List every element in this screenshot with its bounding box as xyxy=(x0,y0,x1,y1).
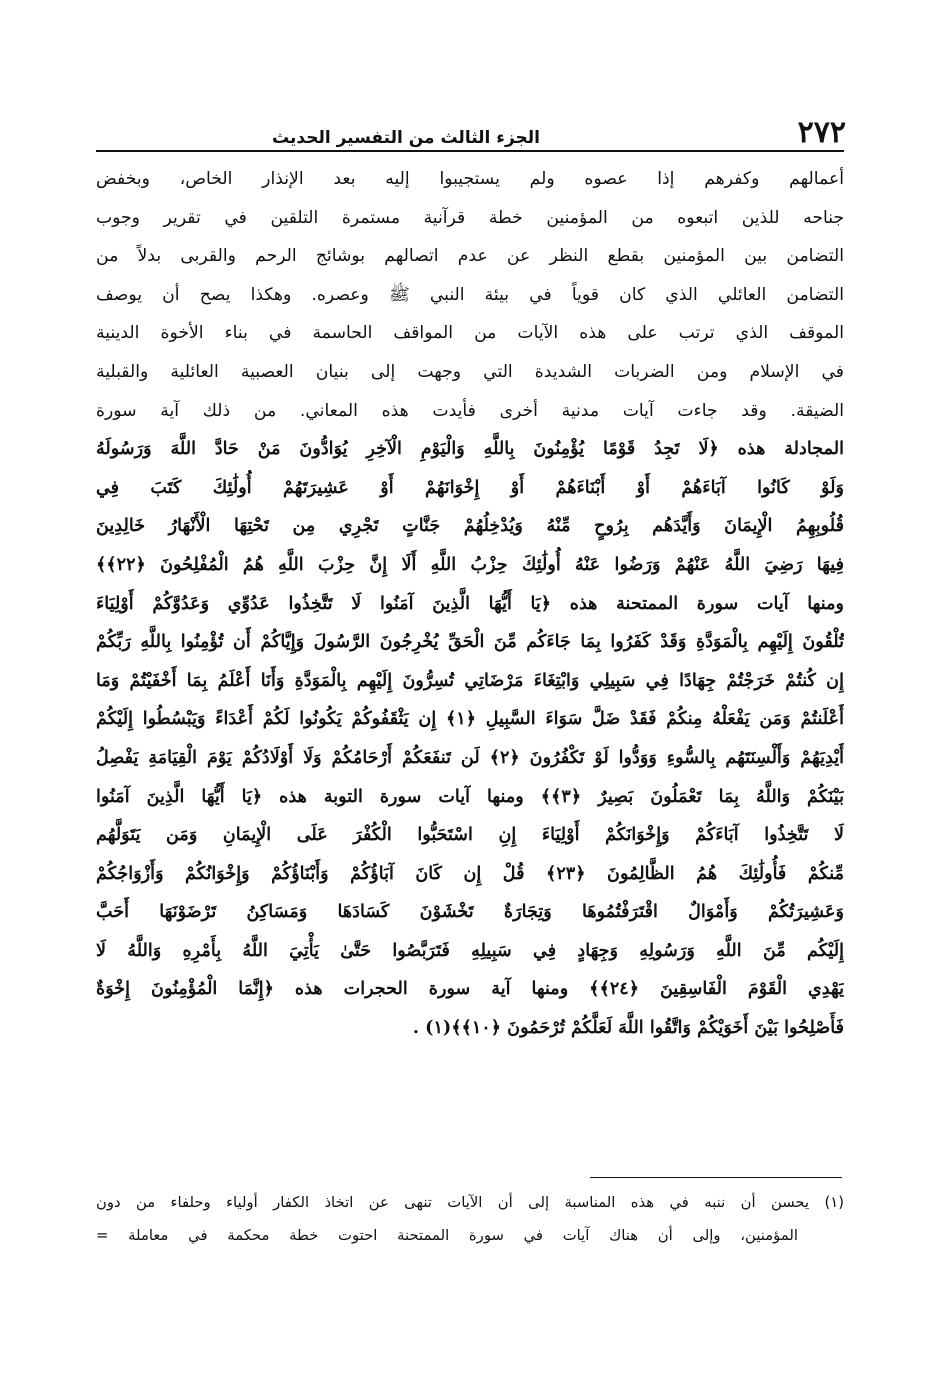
verse-line: أَعْلَنتُمْ وَمَن يَفْعَلْهُ مِنكُمْ فَقَدْ ضَلَّ سَوَاءَ السَّبِيلِ ﴿١﴾ إِن يَثْقَفُوكُمْ يَكُونُوا لَكُمْ أَعْدَاءً وَيَبْسُطُوا إِلَيْكُمْ xyxy=(96,708,844,730)
verse-line: ومنها آيات سورة الممتحنة هذه ﴿يَا أَيُّهَا الَّذِينَ آمَنُوا لَا تَتَّخِذُوا عَدُوِّي وَعَدُوَّكُمْ أَوْلِيَاءَ xyxy=(96,592,844,614)
verse-line: المجادلة هذه ﴿لَا تَجِدُ قَوْمًا يُؤْمِنُونَ بِاللَّهِ وَالْيَوْمِ الْآخِرِ يُوَادُّونَ مَنْ حَادَّ اللَّهَ وَرَسُولَهُ xyxy=(96,438,844,460)
verse-line: قُلُوبِهِمُ الْإِيمَانَ وَأَيَّدَهُم بِرُوحٍ مِّنْهُ وَيُدْخِلُهُمْ جَنَّاتٍ تَجْرِي مِن تَحْتِهَا الْأَنْهَارُ خَالِدِينَ xyxy=(96,515,844,537)
body-text xyxy=(96,160,844,1165)
page-header xyxy=(96,112,846,150)
text-line: الضيقة. وقد جاءت آيات مدنية أخرى فأيدت هذه المعاني. من ذلك آية سورة xyxy=(96,400,844,421)
verse-line: وَلَوْ كَانُوا آبَاءَهُمْ أَوْ أَبْنَاءَهُمْ أَوْ إِخْوَانَهُمْ أَوْ عَشِيرَتَهُمْ أُولَٰئِكَ كَتَبَ فِي xyxy=(96,476,844,498)
footnote-divider xyxy=(590,1177,842,1178)
verse-line: فِيهَا رَضِيَ اللَّهُ عَنْهُمْ وَرَضُوا عَنْهُ أُولَٰئِكَ حِزْبُ اللَّهِ أَلَا إِنَّ حِزْبَ اللَّهِ هُمُ الْمُفْلِحُونَ ﴿٢٢﴾﴾ xyxy=(96,553,844,575)
verse-line: يَهْدِي الْقَوْمَ الْفَاسِقِينَ ﴿٢٤﴾﴾ ومنها آية سورة الحجرات هذه ﴿إِنَّمَا الْمُؤْمِنُونَ إِخْوَةٌ xyxy=(96,978,844,1000)
verse-line: مِّنكُمْ فَأُولَٰئِكَ هُمُ الظَّالِمُونَ ﴿٢٣﴾ قُلْ إِن كَانَ آبَاؤُكُمْ وَأَبْنَاؤُكُمْ وَإِخْوَانُكُمْ وَأَزْوَاجُكُمْ xyxy=(96,862,844,884)
text-line: أعمالهم وكفرهم إذا عصوه ولم يستجيبوا إليه بعد الإنذار الخاص، وبخفض xyxy=(96,169,844,189)
text-line: في الإسلام ومن الضربات الشديدة التي وجهت إلى بنيان العصبية العائلية والقبلية xyxy=(96,361,844,382)
text-line: الموقف الذي ترتب على هذه الآيات من المواقف الحاسمة في بناء الأخوة الدينية xyxy=(96,323,844,344)
running-title: الجزء الثالث من التفسير الحديث xyxy=(272,128,540,148)
text-line: التضامن العائلي الذي كان قوياً في بيئة النبي ﷺ وعصره. وهكذا يصح أن يوصف xyxy=(96,284,844,305)
text-line: جناحه للذين اتبعوه من المؤمنين خطة قرآنية مستمرة التلقين في تقرير وجوب xyxy=(96,207,844,228)
verse-line: أَيْدِيَهُمْ وَأَلْسِنَتَهُم بِالسُّوءِ وَوَدُّوا لَوْ تَكْفُرُونَ ﴿٢﴾ لَن تَنفَعَكُمْ أَرْحَامُكُمْ وَلَا أَوْلَادُكُمْ يَوْمَ الْقِيَامَةِ يَفْصِلُ xyxy=(96,746,844,768)
footnote-line: (١) يحسن أن ننبه في هذه المناسبة إلى أن الآيات تنهى عن اتخاذ الكفار أولياء وحلفاء من دون xyxy=(96,1194,844,1211)
footnote-line: المؤمنين، وإلى أن هناك آيات في سورة الممتحنة احتوت خطة محكمة في معاملة = xyxy=(96,1227,798,1244)
page-number: ٢٧٢ xyxy=(797,115,846,150)
verse-line: وَعَشِيرَتُكُمْ وَأَمْوَالٌ اقْتَرَفْتُمُوهَا وَتِجَارَةٌ تَخْشَوْنَ كَسَادَهَا وَمَسَاكِنُ تَرْضَوْنَهَا أَحَبَّ xyxy=(96,901,844,923)
verse-line: إِن كُنتُمْ خَرَجْتُمْ جِهَادًا فِي سَبِيلِي وَابْتِغَاءَ مَرْضَاتِي تُسِرُّونَ إِلَيْهِم بِالْمَوَدَّةِ وَأَنَا أَعْلَمُ بِمَا أَخْفَيْتُمْ وَمَا xyxy=(96,669,844,691)
verse-line: إِلَيْكُم مِّنَ اللَّهِ وَرَسُولِهِ وَجِهَادٍ فِي سَبِيلِهِ فَتَرَبَّصُوا حَتَّىٰ يَأْتِيَ اللَّهُ بِأَمْرِهِ وَاللَّهُ لَا xyxy=(96,939,844,961)
text-line: التضامن بين المؤمنين بقطع النظر عن عدم اتصالهم بوشائج الرحم والقربى بدلاً من xyxy=(96,246,844,267)
verse-line: تُلْقُونَ إِلَيْهِم بِالْمَوَدَّةِ وَقَدْ كَفَرُوا بِمَا جَاءَكُم مِّنَ الْحَقِّ يُخْرِجُونَ الرَّسُولَ وَإِيَّاكُمْ أَن تُؤْمِنُوا بِاللَّهِ رَبِّكُمْ xyxy=(96,631,844,653)
footnotes xyxy=(96,1186,844,1252)
verse-line: بَيْنَكُمْ وَاللَّهُ بِمَا تَعْمَلُونَ بَصِيرٌ ﴿٣﴾﴾ ومنها آيات سورة التوبة هذه ﴿يَا أَيُّهَا الَّذِينَ آمَنُوا xyxy=(96,785,844,807)
verse-line: لَا تَتَّخِذُوا آبَاءَكُمْ وَإِخْوَانَكُمْ أَوْلِيَاءَ إِنِ اسْتَحَبُّوا الْكُفْرَ عَلَى الْإِيمَانِ وَمَن يَتَوَلَّهُم xyxy=(96,824,844,846)
header-divider xyxy=(96,150,844,152)
verse-line: فَأَصْلِحُوا بَيْنَ أَخَوَيْكُمْ وَاتَّقُوا اللَّهَ لَعَلَّكُمْ تُرْحَمُونَ ﴿١٠﴾﴾(١) . xyxy=(412,1017,844,1039)
